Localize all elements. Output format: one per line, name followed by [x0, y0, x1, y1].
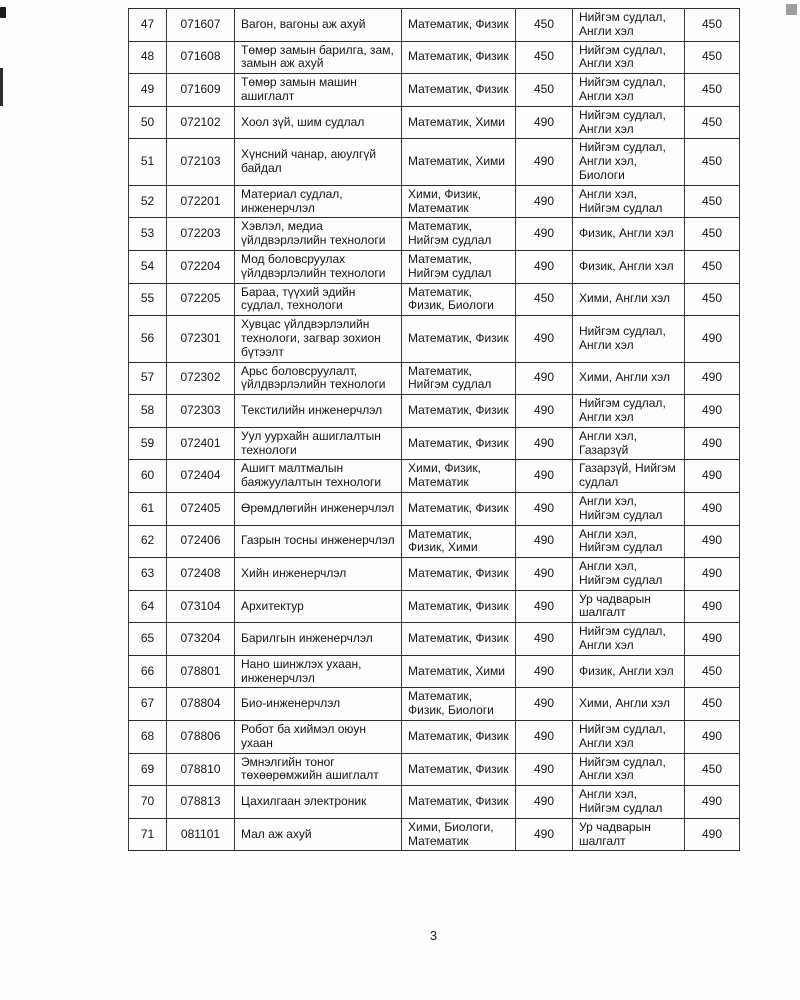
cell-code: 072408 — [167, 558, 235, 591]
cell-code: 072204 — [167, 250, 235, 283]
table-row — [129, 525, 740, 558]
cell-code: 071607 — [167, 9, 235, 42]
cell-program: Өрөмдлөгийн инженерчлэл — [235, 492, 402, 525]
cell-score1: 490 — [516, 623, 573, 656]
table-row — [129, 316, 740, 362]
cell-subjects2: Нийгэм судлал, Англи хэл — [573, 721, 685, 754]
cell-subjects2: Хими, Англи хэл — [573, 362, 685, 395]
cell-subjects1: Математик, Физик — [402, 74, 516, 107]
cell-program: Био-инженерчлэл — [235, 688, 402, 721]
cell-score1: 490 — [516, 460, 573, 493]
cell-score1: 490 — [516, 721, 573, 754]
cell-subjects1: Математик, Физик — [402, 753, 516, 786]
cell-score2: 490 — [685, 786, 740, 819]
cell-subjects1: Математик, Физик — [402, 395, 516, 428]
cell-subjects2: Нийгэм судлал, Англи хэл — [573, 9, 685, 42]
cell-code: 072401 — [167, 427, 235, 460]
cell-subjects2: Нийгэм судлал, Англи хэл — [573, 623, 685, 656]
cell-program: Вагон, вагоны аж ахуй — [235, 9, 402, 42]
cell-score1: 490 — [516, 316, 573, 362]
cell-num: 54 — [129, 250, 167, 283]
cell-score2: 450 — [685, 218, 740, 251]
cell-subjects1: Математик, Физик — [402, 786, 516, 819]
table-row — [129, 106, 740, 139]
cell-score1: 450 — [516, 74, 573, 107]
cell-score1: 490 — [516, 395, 573, 428]
cell-code: 071609 — [167, 74, 235, 107]
cell-score1: 490 — [516, 818, 573, 851]
cell-program: Хэвлэл, медиа үйлдвэрлэлийн технологи — [235, 218, 402, 251]
cell-subjects2: Физик, Англи хэл — [573, 250, 685, 283]
cell-code: 078806 — [167, 721, 235, 754]
table-row — [129, 590, 740, 623]
table-row — [129, 139, 740, 185]
cell-score2: 450 — [685, 250, 740, 283]
table-row — [129, 721, 740, 754]
cell-subjects2: Физик, Англи хэл — [573, 655, 685, 688]
cell-score1: 490 — [516, 525, 573, 558]
cell-program: Ашигт малтмалын баяжуулалтын технологи — [235, 460, 402, 493]
cell-num: 58 — [129, 395, 167, 428]
cell-subjects1: Математик, Физик — [402, 721, 516, 754]
cell-score2: 450 — [685, 41, 740, 74]
cell-program: Хийн инженерчлэл — [235, 558, 402, 591]
cell-score2: 490 — [685, 558, 740, 591]
cell-score2: 450 — [685, 283, 740, 316]
cell-code: 072303 — [167, 395, 235, 428]
cell-subjects2: Англи хэл, Газарзүй — [573, 427, 685, 460]
table-row — [129, 427, 740, 460]
table-row — [129, 283, 740, 316]
cell-score2: 490 — [685, 460, 740, 493]
cell-program: Хоол зүй, шим судлал — [235, 106, 402, 139]
cell-code: 073104 — [167, 590, 235, 623]
cell-program: Барилгын инженерчлэл — [235, 623, 402, 656]
cell-program: Төмөр замын барилга, зам, замын аж ахуй — [235, 41, 402, 74]
cell-score2: 450 — [685, 106, 740, 139]
cell-score2: 490 — [685, 818, 740, 851]
cell-subjects2: Хими, Англи хэл — [573, 283, 685, 316]
cell-subjects2: Нийгэм судлал, Англи хэл — [573, 395, 685, 428]
cell-code: 072103 — [167, 139, 235, 185]
cell-subjects2: Нийгэм судлал, Англи хэл — [573, 74, 685, 107]
cell-program: Арьс боловсруулалт, үйлдвэрлэлийн технологи — [235, 362, 402, 395]
cell-score2: 450 — [685, 185, 740, 218]
table-row — [129, 9, 740, 42]
cell-subjects1: Математик, Физик, Биологи — [402, 283, 516, 316]
table-row — [129, 558, 740, 591]
cell-score2: 450 — [685, 74, 740, 107]
cell-program: Мал аж ахуй — [235, 818, 402, 851]
table-row — [129, 74, 740, 107]
cell-subjects1: Математик, Хими — [402, 655, 516, 688]
cell-subjects2: Нийгэм судлал, Англи хэл — [573, 41, 685, 74]
cell-subjects2: Физик, Англи хэл — [573, 218, 685, 251]
cell-program: Архитектур — [235, 590, 402, 623]
cell-num: 66 — [129, 655, 167, 688]
cell-subjects2: Нийгэм судлал, Англи хэл — [573, 753, 685, 786]
cell-subjects1: Математик, Физик, Хими — [402, 525, 516, 558]
cell-code: 078801 — [167, 655, 235, 688]
cell-program: Төмөр замын машин ашиглалт — [235, 74, 402, 107]
cell-num: 57 — [129, 362, 167, 395]
cell-num: 55 — [129, 283, 167, 316]
cell-num: 51 — [129, 139, 167, 185]
cell-code: 072404 — [167, 460, 235, 493]
cell-score1: 450 — [516, 9, 573, 42]
cell-program: Мод боловсруулах үйлдвэрлэлийн технологи — [235, 250, 402, 283]
cell-subjects2: Англи хэл, Нийгэм судлал — [573, 525, 685, 558]
table-row — [129, 786, 740, 819]
cell-score1: 490 — [516, 362, 573, 395]
cell-subjects1: Математик, Нийгэм судлал — [402, 250, 516, 283]
cell-num: 56 — [129, 316, 167, 362]
cell-num: 71 — [129, 818, 167, 851]
cell-num: 62 — [129, 525, 167, 558]
table-row — [129, 218, 740, 251]
cell-score2: 450 — [685, 9, 740, 42]
cell-score2: 490 — [685, 623, 740, 656]
cell-score1: 490 — [516, 753, 573, 786]
cell-subjects1: Математик, Физик, Биологи — [402, 688, 516, 721]
cell-subjects1: Математик, Физик — [402, 41, 516, 74]
cell-score1: 490 — [516, 106, 573, 139]
table-row — [129, 250, 740, 283]
cell-subjects1: Хими, Биологи, Математик — [402, 818, 516, 851]
cell-code: 072302 — [167, 362, 235, 395]
cell-subjects1: Математик, Физик — [402, 492, 516, 525]
cell-subjects1: Математик, Нийгэм судлал — [402, 362, 516, 395]
cell-score2: 490 — [685, 427, 740, 460]
cell-score1: 490 — [516, 185, 573, 218]
cell-score1: 490 — [516, 590, 573, 623]
table-row — [129, 818, 740, 851]
table-row — [129, 41, 740, 74]
cell-subjects1: Математик, Физик — [402, 9, 516, 42]
cell-subjects1: Математик, Физик — [402, 623, 516, 656]
cell-score1: 450 — [516, 283, 573, 316]
cell-num: 47 — [129, 9, 167, 42]
table-row — [129, 753, 740, 786]
cell-subjects2: Ур чадварын шалгалт — [573, 590, 685, 623]
cell-program: Газрын тосны инженерчлэл — [235, 525, 402, 558]
cell-code: 072301 — [167, 316, 235, 362]
cell-score2: 490 — [685, 316, 740, 362]
cell-score1: 490 — [516, 139, 573, 185]
table-row — [129, 492, 740, 525]
cell-subjects2: Англи хэл, Нийгэм судлал — [573, 558, 685, 591]
cell-code: 081101 — [167, 818, 235, 851]
cell-program: Робот ба хиймэл оюун ухаан — [235, 721, 402, 754]
cell-subjects2: Нийгэм судлал, Англи хэл — [573, 106, 685, 139]
table-row — [129, 655, 740, 688]
cell-subjects2: Англи хэл, Нийгэм судлал — [573, 492, 685, 525]
cell-subjects1: Хими, Физик, Математик — [402, 185, 516, 218]
cell-score1: 490 — [516, 427, 573, 460]
cell-code: 072201 — [167, 185, 235, 218]
table-row — [129, 395, 740, 428]
cell-subjects2: Ур чадварын шалгалт — [573, 818, 685, 851]
cell-num: 50 — [129, 106, 167, 139]
cell-subjects1: Математик, Физик — [402, 558, 516, 591]
cell-score2: 450 — [685, 139, 740, 185]
cell-score2: 490 — [685, 525, 740, 558]
cell-code: 072406 — [167, 525, 235, 558]
cell-code: 073204 — [167, 623, 235, 656]
cell-subjects1: Математик, Нийгэм судлал — [402, 218, 516, 251]
admissions-table — [128, 8, 740, 851]
cell-subjects1: Математик, Хими — [402, 139, 516, 185]
cell-code: 078813 — [167, 786, 235, 819]
cell-code: 071608 — [167, 41, 235, 74]
cell-program: Хувцас үйлдвэрлэлийн технологи, загвар зохион бүтээлт — [235, 316, 402, 362]
cell-score1: 490 — [516, 250, 573, 283]
cell-program: Текстилийн инженерчлэл — [235, 395, 402, 428]
admissions-table-body — [129, 9, 740, 851]
cell-subjects1: Математик, Физик — [402, 590, 516, 623]
cell-score1: 490 — [516, 558, 573, 591]
table-row — [129, 460, 740, 493]
cell-score2: 490 — [685, 590, 740, 623]
table-row — [129, 688, 740, 721]
cell-num: 60 — [129, 460, 167, 493]
cell-program: Цахилгаан электроник — [235, 786, 402, 819]
cell-code: 078804 — [167, 688, 235, 721]
scan-artifact-top-left — [0, 7, 6, 18]
cell-score1: 490 — [516, 655, 573, 688]
cell-num: 48 — [129, 41, 167, 74]
cell-score1: 490 — [516, 786, 573, 819]
cell-subjects2: Газарзүй, Нийгэм судлал — [573, 460, 685, 493]
cell-num: 64 — [129, 590, 167, 623]
page-number: 3 — [429, 928, 438, 943]
cell-program: Хүнсний чанар, аюулгүй байдал — [235, 139, 402, 185]
cell-code: 072203 — [167, 218, 235, 251]
cell-program: Уул уурхайн ашиглалтын технологи — [235, 427, 402, 460]
cell-subjects1: Математик, Хими — [402, 106, 516, 139]
cell-score2: 490 — [685, 492, 740, 525]
cell-score2: 490 — [685, 721, 740, 754]
cell-score2: 450 — [685, 753, 740, 786]
cell-subjects2: Хими, Англи хэл — [573, 688, 685, 721]
cell-program: Эмнэлгийн тоног төхөөрөмжийн ашиглалт — [235, 753, 402, 786]
cell-code: 072102 — [167, 106, 235, 139]
cell-num: 49 — [129, 74, 167, 107]
cell-subjects1: Хими, Физик, Математик — [402, 460, 516, 493]
cell-num: 53 — [129, 218, 167, 251]
cell-subjects1: Математик, Физик — [402, 427, 516, 460]
cell-num: 67 — [129, 688, 167, 721]
cell-num: 52 — [129, 185, 167, 218]
cell-num: 61 — [129, 492, 167, 525]
cell-score1: 450 — [516, 41, 573, 74]
scan-artifact-left-line — [0, 68, 3, 106]
cell-subjects2: Нийгэм судлал, Англи хэл, Биологи — [573, 139, 685, 185]
cell-score2: 490 — [685, 362, 740, 395]
table-row — [129, 362, 740, 395]
cell-program: Материал судлал, инженерчлэл — [235, 185, 402, 218]
cell-program: Нано шинжлэх ухаан, инженерчлэл — [235, 655, 402, 688]
cell-subjects2: Англи хэл, Нийгэм судлал — [573, 786, 685, 819]
cell-subjects2: Англи хэл, Нийгэм судлал — [573, 185, 685, 218]
cell-num: 59 — [129, 427, 167, 460]
cell-num: 65 — [129, 623, 167, 656]
cell-subjects1: Математик, Физик — [402, 316, 516, 362]
cell-score1: 490 — [516, 688, 573, 721]
cell-program: Бараа, түүхий эдийн судлал, технологи — [235, 283, 402, 316]
cell-score2: 450 — [685, 655, 740, 688]
cell-num: 68 — [129, 721, 167, 754]
cell-num: 69 — [129, 753, 167, 786]
table-row — [129, 623, 740, 656]
cell-score2: 450 — [685, 688, 740, 721]
cell-num: 63 — [129, 558, 167, 591]
cell-code: 072205 — [167, 283, 235, 316]
scan-artifact-top-right — [786, 4, 797, 15]
cell-subjects2: Нийгэм судлал, Англи хэл — [573, 316, 685, 362]
cell-code: 072405 — [167, 492, 235, 525]
table-row — [129, 185, 740, 218]
cell-score1: 490 — [516, 218, 573, 251]
cell-code: 078810 — [167, 753, 235, 786]
cell-score1: 490 — [516, 492, 573, 525]
cell-num: 70 — [129, 786, 167, 819]
cell-score2: 490 — [685, 395, 740, 428]
